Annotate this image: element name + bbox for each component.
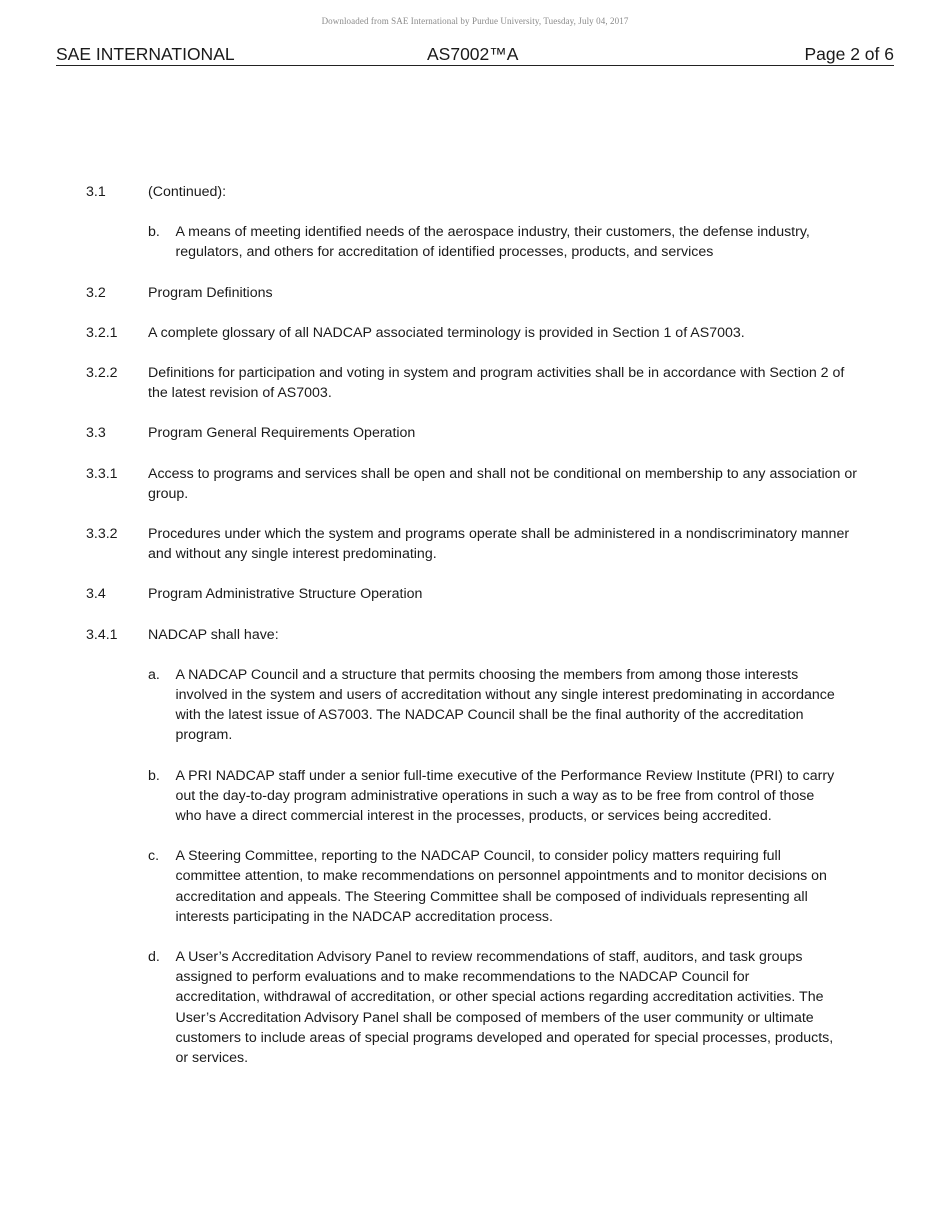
list-item-a — [148, 665, 838, 746]
section-number: 3.4 — [86, 586, 106, 603]
section-number: 3.4.1 — [86, 626, 118, 643]
section-text: NADCAP shall have: — [148, 626, 279, 643]
section-text: Access to programs and services shall be open and shall not be conditional on membership to any association or group. — [148, 465, 857, 502]
item-text: A User’s Accreditation Advisory Panel to review recommendations of staff, auditors, and task groups assigned to perform evaluations and to make recommendations to the NADCAP Council for accreditation, withdrawal of accreditation, or other special actions regarding accreditation activities. The User’s Accreditation Advisory Panel shall be composed of members of the user community or ultimate customers to include areas of special programs developed and operated for special processes, products, or services. — [175, 949, 834, 1067]
section-3-3 — [86, 423, 866, 443]
section-3-4 — [86, 584, 866, 604]
item-text: A means of meeting identified needs of the aerospace industry, their customers, the defense industry, regulators, and others for accreditation of identified processes, products, and services — [175, 224, 810, 261]
section-3-3-2 — [86, 524, 866, 564]
document-body — [86, 182, 866, 1088]
item-text: A PRI NADCAP staff under a senior full-time executive of the Performance Review Institute (PRI) to carry out the day-to-day program administrative operations in such a way as to be free from control of those who have a direct commercial interest in the processes, products, or services being accredited. — [175, 767, 835, 825]
section-3-4-1 — [86, 625, 866, 645]
item-label: a. — [148, 666, 160, 683]
section-text: A complete glossary of all NADCAP associated terminology is provided in Section 1 of AS7003. — [148, 324, 745, 341]
item-text: A NADCAP Council and a structure that permits choosing the members from among those interests involved in the system and users of accreditation without any single interest predominating in accordance with the latest issue of AS7003. The NADCAP Council shall be the final authority of the accreditation program. — [175, 666, 835, 744]
section-3-2-2 — [86, 363, 866, 403]
section-number: 3.3 — [86, 425, 106, 442]
download-watermark: Downloaded from SAE International by Purdue University, Tuesday, July 04, 2017 — [321, 16, 629, 26]
section-3-2 — [86, 283, 866, 303]
section-text: Definitions for participation and voting in system and program activities shall be in accordance with Section 2 of the latest revision of AS7003. — [148, 365, 845, 402]
section-heading: Program Administrative Structure Operation — [148, 586, 423, 603]
section-3-3-1 — [86, 464, 866, 504]
section-number: 3.2.2 — [86, 365, 118, 382]
section-text: Procedures under which the system and programs operate shall be administered in a nondiscriminatory manner and without any single interest predominating. — [148, 526, 850, 563]
item-text: A Steering Committee, reporting to the NADCAP Council, to consider policy matters requiring full committee attention, to make recommendations on personnel appointments and to monitor decisions on accreditation and appeals. The Steering Committee shall be composed of individuals representing all interests participating in the NADCAP accreditation process. — [175, 848, 827, 925]
section-heading: Program Definitions — [148, 284, 273, 301]
section-number: 3.3.1 — [86, 465, 118, 482]
section-text: (Continued): — [148, 184, 227, 200]
section-3-2-1 — [86, 323, 866, 343]
list-item-b-staff — [148, 766, 838, 827]
section-number: 3.3.2 — [86, 526, 118, 543]
item-label: d. — [148, 949, 160, 966]
section-heading: Program General Requirements Operation — [148, 425, 416, 442]
header-doc-id: AS7002™A — [427, 44, 519, 64]
list-item-d — [148, 947, 838, 1068]
header-page-number: Page 2 of 6 — [804, 44, 894, 64]
section-3-1 — [86, 182, 866, 202]
list-item-b — [148, 222, 838, 262]
header-org: SAE INTERNATIONAL — [56, 44, 235, 64]
section-number: 3.2.1 — [86, 324, 118, 341]
item-label: c. — [148, 848, 160, 865]
page-header — [56, 44, 894, 66]
item-label: b. — [148, 767, 160, 784]
item-label: b. — [148, 224, 160, 241]
section-number: 3.2 — [86, 284, 106, 301]
list-item-c — [148, 846, 838, 927]
section-number: 3.1 — [86, 184, 106, 200]
